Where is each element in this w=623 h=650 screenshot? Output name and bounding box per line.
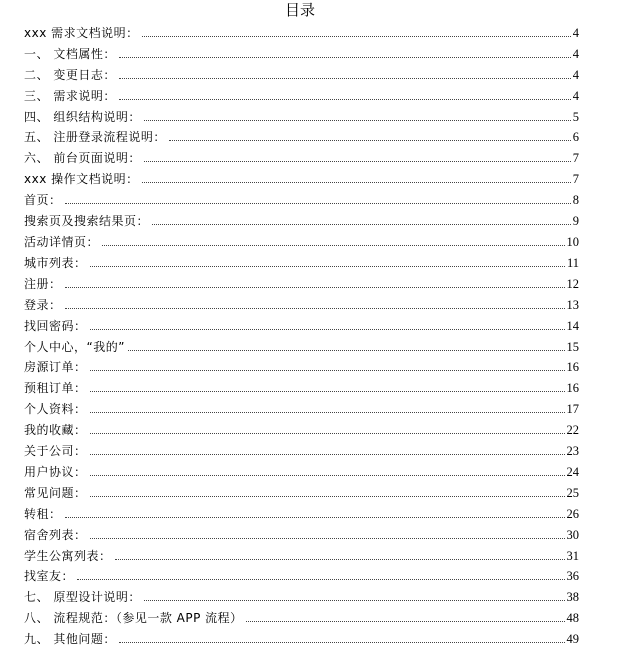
toc-entry-label: 首页： — [24, 193, 62, 208]
toc-entry-label: xxx 操作文档说明： — [24, 172, 139, 187]
toc-entry-page-number: 26 — [566, 506, 579, 521]
toc-entry-label: 五、 注册登录流程说明： — [24, 130, 166, 145]
toc-entry[interactable] — [24, 333, 579, 354]
toc-entry-label: 常见问题： — [24, 485, 87, 500]
toc-title: 目录 — [284, 1, 315, 19]
toc-entry-page-number: 15 — [566, 339, 579, 354]
toc-entry[interactable] — [24, 395, 579, 416]
toc-entry-label: 二、 变更日志： — [24, 67, 116, 82]
toc-entry-label: 六、 前台页面说明： — [24, 151, 141, 166]
dot-leader — [77, 579, 564, 580]
dot-leader — [65, 203, 571, 204]
toc-entry-label: 八、 流程规范：（参见一款 APP 流程） — [24, 611, 243, 626]
dot-leader — [119, 642, 565, 643]
toc-entry-label: 个人中心，“我的” — [24, 339, 125, 354]
toc-entry[interactable] — [24, 40, 579, 61]
toc-entry-label: 城市列表： — [24, 255, 87, 270]
toc-entry-label: 九、 其他问题： — [24, 632, 116, 647]
toc-entry-page-number: 49 — [566, 632, 579, 647]
toc-entry[interactable] — [24, 103, 579, 124]
toc-entry-page-number: 7 — [572, 151, 579, 166]
dot-leader — [119, 78, 571, 79]
dot-leader — [65, 287, 565, 288]
toc-entry-page-number: 5 — [572, 109, 579, 124]
toc-entry-page-number: 22 — [566, 423, 579, 438]
toc-entry[interactable] — [24, 82, 579, 103]
toc-entry-page-number: 14 — [566, 318, 579, 333]
toc-entry-page-number: 6 — [572, 130, 579, 145]
toc-entry-label: 关于公司： — [24, 444, 87, 459]
toc-entry[interactable] — [24, 291, 579, 312]
toc-entry-page-number: 30 — [566, 527, 579, 542]
dot-leader — [90, 454, 565, 455]
dot-leader — [90, 475, 565, 476]
toc-entry-page-number: 38 — [566, 590, 579, 605]
toc-entry[interactable] — [24, 165, 579, 186]
dot-leader — [144, 600, 565, 601]
dot-leader — [115, 559, 565, 560]
dot-leader — [65, 308, 565, 309]
toc-entry[interactable] — [24, 604, 579, 625]
dot-leader — [65, 517, 565, 518]
toc-entry[interactable] — [24, 458, 579, 479]
toc-entry[interactable] — [24, 563, 579, 584]
toc-entry-page-number: 4 — [572, 25, 579, 40]
dot-leader — [128, 350, 565, 351]
toc-entry-label: 我的收藏： — [24, 423, 87, 438]
toc-entry[interactable] — [24, 61, 579, 82]
toc-entry-label: 宿舍列表： — [24, 527, 87, 542]
toc-entry-page-number: 7 — [572, 172, 579, 187]
dot-leader — [119, 57, 571, 58]
toc-entry-page-number: 8 — [572, 193, 579, 208]
toc-entry-label: 搜索页及搜索结果页： — [24, 214, 150, 229]
toc-entry-page-number: 23 — [566, 444, 579, 459]
toc-entry-label: 学生公寓列表： — [24, 548, 112, 563]
toc-entry-page-number: 36 — [566, 569, 579, 584]
toc-entry[interactable] — [24, 312, 579, 333]
toc-entry[interactable] — [24, 416, 579, 437]
toc-entry-label: 登录： — [24, 297, 62, 312]
toc-entry-label: 四、 组织结构说明： — [24, 109, 141, 124]
toc-entry[interactable] — [24, 437, 579, 458]
toc-entry-page-number: 11 — [566, 255, 579, 270]
dot-leader — [144, 120, 571, 121]
toc-entry-page-number: 48 — [566, 611, 579, 626]
toc-list — [24, 19, 579, 646]
toc-entry[interactable] — [24, 479, 579, 500]
toc-entry-page-number: 17 — [566, 402, 579, 417]
dot-leader — [144, 161, 571, 162]
toc-entry[interactable] — [24, 249, 579, 270]
toc-entry-label: 转租： — [24, 506, 62, 521]
toc-entry-label: 找回密码： — [24, 318, 87, 333]
toc-entry-page-number: 31 — [566, 548, 579, 563]
toc-entry[interactable] — [24, 354, 579, 375]
toc-entry-page-number: 16 — [566, 381, 579, 396]
dot-leader — [169, 140, 571, 141]
toc-entry[interactable] — [24, 207, 579, 228]
toc-entry-label: 找室友： — [24, 569, 75, 584]
toc-entry-label: 三、 需求说明： — [24, 88, 116, 103]
dot-leader — [90, 391, 565, 392]
toc-entry[interactable] — [24, 583, 579, 604]
dot-leader — [102, 245, 564, 246]
toc-entry[interactable] — [24, 521, 579, 542]
dot-leader — [90, 412, 565, 413]
toc-entry-label: 一、 文档属性： — [24, 46, 116, 61]
dot-leader — [152, 224, 571, 225]
toc-entry-page-number: 10 — [566, 234, 579, 249]
toc-entry[interactable] — [24, 374, 579, 395]
toc-entry-page-number: 4 — [572, 67, 579, 82]
dot-leader — [90, 433, 565, 434]
toc-entry-page-number: 4 — [572, 46, 579, 61]
toc-entry-page-number: 25 — [566, 485, 579, 500]
toc-entry-label: 活动详情页： — [24, 234, 100, 249]
toc-entry[interactable] — [24, 625, 579, 646]
toc-entry-page-number: 24 — [566, 464, 579, 479]
dot-leader — [90, 496, 565, 497]
toc-entry[interactable] — [24, 500, 579, 521]
toc-entry[interactable] — [24, 186, 579, 207]
toc-entry-page-number: 9 — [572, 214, 579, 229]
toc-entry-page-number: 4 — [572, 88, 579, 103]
toc-entry-label: 七、 原型设计说明： — [24, 590, 141, 605]
toc-entry-label: 注册： — [24, 276, 62, 291]
toc-entry[interactable] — [24, 19, 579, 40]
dot-leader — [142, 36, 571, 37]
toc-entry[interactable] — [24, 270, 579, 291]
toc-entry[interactable] — [24, 542, 579, 563]
toc-entry-page-number: 13 — [566, 297, 579, 312]
toc-entry[interactable] — [24, 144, 579, 165]
toc-entry[interactable] — [24, 228, 579, 249]
dot-leader — [90, 329, 565, 330]
dot-leader — [246, 621, 565, 622]
dot-leader — [90, 266, 565, 267]
toc-entry-page-number: 16 — [566, 360, 579, 375]
dot-leader — [90, 370, 565, 371]
toc-entry-page-number: 12 — [566, 276, 579, 291]
dot-leader — [119, 99, 571, 100]
dot-leader — [90, 538, 565, 539]
toc-entry-label: 用户协议： — [24, 464, 87, 479]
toc-entry-label: xxx 需求文档说明： — [24, 25, 139, 40]
toc-entry-label: 房源订单： — [24, 360, 87, 375]
toc-entry-label: 个人资料： — [24, 402, 87, 417]
toc-entry[interactable] — [24, 124, 579, 145]
dot-leader — [142, 182, 571, 183]
toc-entry-label: 预租订单： — [24, 381, 87, 396]
